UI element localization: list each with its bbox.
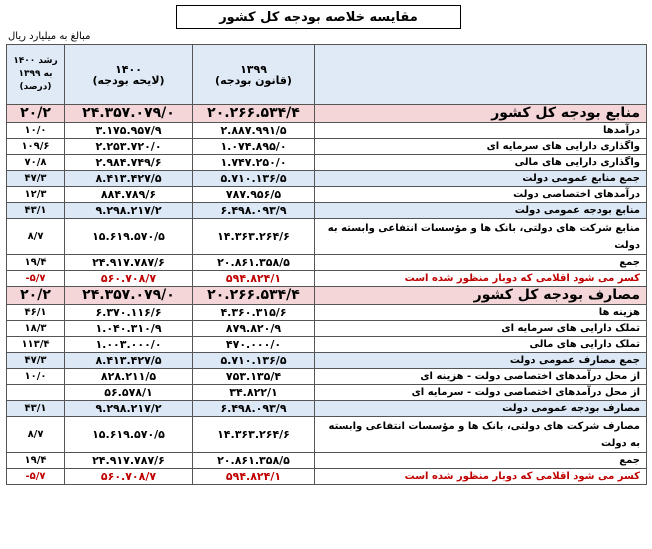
growth-cell: ۴۶/۱ — [7, 305, 65, 321]
row-label: منابع بودجه عمومی دولت — [315, 203, 647, 219]
value-1399-cell: ۷۵۳.۱۳۵/۴ — [193, 369, 315, 385]
table-row — [7, 187, 647, 203]
table-row — [7, 385, 647, 401]
value-1400-cell: ۲۴.۹۱۷.۷۸۷/۶ — [65, 453, 193, 469]
value-1399-cell: ۴۷۰.۰۰۰/۰ — [193, 337, 315, 353]
table-row — [7, 139, 647, 155]
value-1400-cell: ۵۶۰.۷۰۸/۷ — [65, 469, 193, 485]
table-row — [7, 271, 647, 287]
row-label: منابع شرکت های دولتی، بانک ها و مؤسسات انتفاعی وابسته به دولت — [315, 219, 647, 255]
table-row — [7, 171, 647, 187]
value-1400-cell: ۹.۲۹۸.۲۱۷/۲ — [65, 401, 193, 417]
row-label: کسر می شود اقلامی که دوبار منظور شده است — [315, 271, 647, 287]
value-1399-cell: ۲۰.۲۶۶.۵۳۴/۴ — [193, 287, 315, 305]
value-1400-cell: ۶.۳۷۰.۱۱۶/۶ — [65, 305, 193, 321]
growth-header-line3: (درصد) — [19, 82, 52, 92]
value-1399-cell: ۱.۰۷۴.۸۹۵/۰ — [193, 139, 315, 155]
col-1399-year: ۱۳۹۹ — [240, 62, 267, 76]
growth-cell: ۱۹/۴ — [7, 255, 65, 271]
value-1400-cell: ۹.۲۹۸.۲۱۷/۲ — [65, 203, 193, 219]
value-1399-cell: ۵۹۴.۸۲۴/۱ — [193, 469, 315, 485]
table-row — [7, 353, 647, 369]
row-label: مصارف بودجه کل کشور — [315, 287, 647, 305]
table-row — [7, 369, 647, 385]
value-1400-cell: ۱۵.۶۱۹.۵۷۰/۵ — [65, 219, 193, 255]
growth-cell: ۱۸/۳ — [7, 321, 65, 337]
value-1399-cell: ۲۰.۸۶۱.۳۵۸/۵ — [193, 255, 315, 271]
growth-header — [7, 45, 65, 105]
col-1400-year: ۱۴۰۰ — [115, 62, 142, 76]
document-title: مقایسه خلاصه بودجه کل کشور — [176, 5, 461, 29]
row-label: واگذاری دارایی های سرمایه ای — [315, 139, 647, 155]
value-1400-cell: ۳.۱۷۵.۹۵۷/۹ — [65, 123, 193, 139]
growth-cell: ۲۰/۲ — [7, 287, 65, 305]
table-row — [7, 123, 647, 139]
table-row — [7, 337, 647, 353]
growth-cell: -۵/۷ — [7, 271, 65, 287]
growth-cell: ۱۰/۰ — [7, 123, 65, 139]
value-1400-cell: ۲۴.۹۱۷.۷۸۷/۶ — [65, 255, 193, 271]
value-1400-cell: ۱.۰۰۳.۰۰۰/۰ — [65, 337, 193, 353]
table-row — [7, 255, 647, 271]
growth-cell: -۵/۷ — [7, 469, 65, 485]
value-1400-cell: ۸.۴۱۳.۴۲۷/۵ — [65, 353, 193, 369]
value-1400-cell: ۲.۲۵۳.۷۲۰/۰ — [65, 139, 193, 155]
row-label: درآمدها — [315, 123, 647, 139]
value-1399-cell: ۸۷۹.۸۲۰/۹ — [193, 321, 315, 337]
value-1399-cell: ۲۰.۲۶۶.۵۳۴/۴ — [193, 105, 315, 123]
value-1399-cell: ۳۴.۸۲۲/۱ — [193, 385, 315, 401]
table-row — [7, 401, 647, 417]
value-1400-cell: ۲۴.۳۵۷.۰۷۹/۰ — [65, 105, 193, 123]
row-label: کسر می شود اقلامی که دوبار منظور شده است — [315, 469, 647, 485]
growth-cell: ۱۱۳/۴ — [7, 337, 65, 353]
growth-cell: ۱۲/۳ — [7, 187, 65, 203]
row-label: تملک دارایی های مالی — [315, 337, 647, 353]
value-1399-cell: ۴.۳۶۰.۳۱۵/۶ — [193, 305, 315, 321]
growth-cell — [7, 385, 65, 401]
value-1399-cell: ۶.۴۹۸.۰۹۳/۹ — [193, 401, 315, 417]
growth-cell: ۴۳/۱ — [7, 401, 65, 417]
value-1399-cell: ۲۰.۸۶۱.۳۵۸/۵ — [193, 453, 315, 469]
growth-cell: ۴۳/۱ — [7, 203, 65, 219]
table-row — [7, 305, 647, 321]
value-1400-cell: ۲.۹۸۴.۷۴۹/۶ — [65, 155, 193, 171]
table-row — [7, 469, 647, 485]
growth-cell: ۲۰/۲ — [7, 105, 65, 123]
table-row — [7, 287, 647, 305]
row-label: از محل درآمدهای اختصاصی دولت - هزینه ای — [315, 369, 647, 385]
growth-cell: ۱۹/۴ — [7, 453, 65, 469]
row-label: از محل درآمدهای اختصاصی دولت - سرمایه ای — [315, 385, 647, 401]
row-label: واگذاری دارایی های مالی — [315, 155, 647, 171]
growth-cell: ۱۰/۰ — [7, 369, 65, 385]
row-label: جمع منابع عمومی دولت — [315, 171, 647, 187]
value-1399-cell: ۱۴.۳۶۳.۲۶۴/۶ — [193, 219, 315, 255]
table-row — [7, 219, 647, 255]
value-1399-cell: ۶.۴۹۸.۰۹۳/۹ — [193, 203, 315, 219]
value-1399-cell: ۷۸۷.۹۵۶/۵ — [193, 187, 315, 203]
growth-header-line2: به ۱۳۹۹ — [18, 69, 53, 79]
value-1400-cell: ۸.۴۱۳.۴۲۷/۵ — [65, 171, 193, 187]
row-label: جمع — [315, 453, 647, 469]
col-1400-subtitle: (لایحه بودجه) — [92, 73, 165, 87]
col-1399-header — [193, 45, 315, 105]
row-label: جمع مصارف عمومی دولت — [315, 353, 647, 369]
growth-cell: ۱۰۹/۶ — [7, 139, 65, 155]
value-1400-cell: ۸۲۸.۲۱۱/۵ — [65, 369, 193, 385]
value-1400-cell: ۱.۰۴۰.۳۱۰/۹ — [65, 321, 193, 337]
table-row — [7, 321, 647, 337]
unit-note: مبالغ به میلیارد ریال — [8, 31, 91, 42]
value-1399-cell: ۵۹۴.۸۲۴/۱ — [193, 271, 315, 287]
row-label: مصارف بودجه عمومی دولت — [315, 401, 647, 417]
row-label: مصارف شرکت های دولتی، بانک ها و مؤسسات انتفاعی وابسته به دولت — [315, 417, 647, 453]
value-1399-cell: ۲.۸۸۷.۹۹۱/۵ — [193, 123, 315, 139]
table-row — [7, 453, 647, 469]
row-label: منابع بودجه کل کشور — [315, 105, 647, 123]
value-1400-cell: ۲۴.۳۵۷.۰۷۹/۰ — [65, 287, 193, 305]
col-1400-header — [65, 45, 193, 105]
growth-cell: ۷۰/۸ — [7, 155, 65, 171]
growth-cell: ۴۷/۳ — [7, 353, 65, 369]
growth-header-line1: رشد ۱۴۰۰ — [13, 56, 58, 66]
col-1399-subtitle: (قانون بودجه) — [215, 73, 292, 87]
row-label: تملک دارایی های سرمایه ای — [315, 321, 647, 337]
value-1400-cell: ۵۶.۵۷۸/۱ — [65, 385, 193, 401]
table-row — [7, 155, 647, 171]
row-label: هزینه ها — [315, 305, 647, 321]
budget-table-body — [7, 45, 647, 485]
row-label: درآمدهای اختصاصی دولت — [315, 187, 647, 203]
growth-cell: ۸/۷ — [7, 219, 65, 255]
table-row — [7, 203, 647, 219]
value-1399-cell: ۵.۷۱۰.۱۳۶/۵ — [193, 353, 315, 369]
growth-cell: ۸/۷ — [7, 417, 65, 453]
header-row — [7, 45, 647, 105]
budget-table — [6, 44, 647, 485]
value-1400-cell: ۸۸۴.۷۸۹/۶ — [65, 187, 193, 203]
growth-cell: ۴۷/۳ — [7, 171, 65, 187]
value-1400-cell: ۱۵.۶۱۹.۵۷۰/۵ — [65, 417, 193, 453]
row-label: جمع — [315, 255, 647, 271]
value-1400-cell: ۵۶۰.۷۰۸/۷ — [65, 271, 193, 287]
table-row — [7, 105, 647, 123]
label-header — [315, 45, 647, 105]
table-row — [7, 417, 647, 453]
value-1399-cell: ۵.۷۱۰.۱۳۶/۵ — [193, 171, 315, 187]
value-1399-cell: ۱۴.۳۶۳.۲۶۴/۶ — [193, 417, 315, 453]
value-1399-cell: ۱.۷۴۷.۲۵۰/۰ — [193, 155, 315, 171]
